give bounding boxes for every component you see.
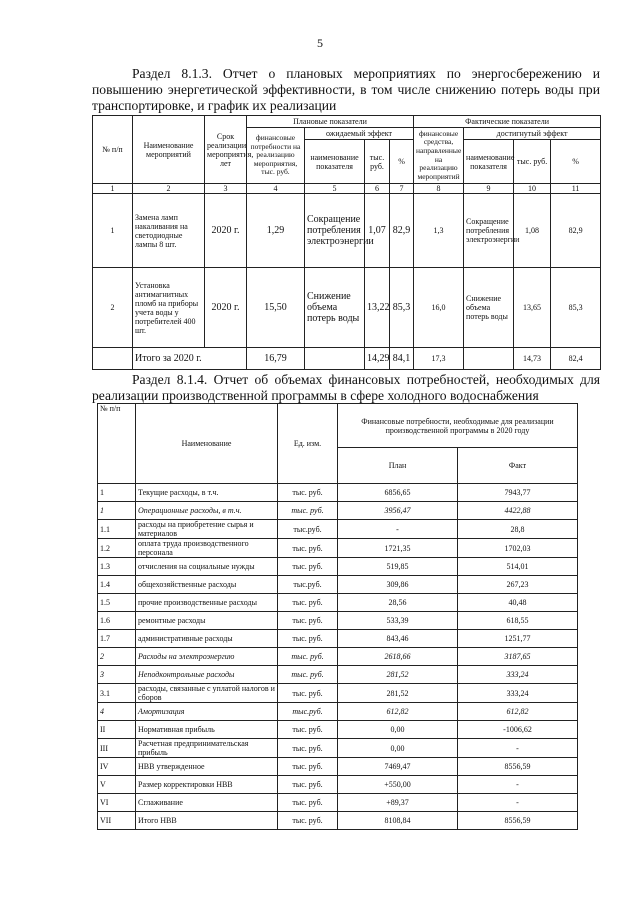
col-number: 10 bbox=[514, 184, 551, 194]
financial-needs-table bbox=[97, 403, 578, 830]
total-effect-pct: 84,1 bbox=[390, 348, 414, 370]
total-fact-pct: 82,4 bbox=[551, 348, 601, 370]
row-fact: 612,82 bbox=[458, 703, 578, 721]
row-name: Текущие расходы, в т.ч. bbox=[136, 484, 278, 502]
row-fact: -1006,62 bbox=[458, 721, 578, 739]
row-fact: - bbox=[458, 776, 578, 794]
col-header-expected: ожидаемый эффект bbox=[305, 128, 414, 140]
col-header-name: Наименование мероприятий bbox=[133, 116, 205, 184]
col-header-fact-thous: тыс. руб. bbox=[514, 140, 551, 184]
row-fact: 1702,03 bbox=[458, 539, 578, 558]
col-header-num: № п/п bbox=[98, 404, 136, 484]
row-plan: 2618,66 bbox=[338, 648, 458, 666]
row-num: VI bbox=[98, 794, 136, 812]
col-number: 6 bbox=[365, 184, 390, 194]
row-name: Нормативная прибыль bbox=[136, 721, 278, 739]
row-plan: 28,56 bbox=[338, 594, 458, 612]
col-number: 5 bbox=[305, 184, 365, 194]
row-name: НВВ утвержденное bbox=[136, 758, 278, 776]
row-fact: 3187,65 bbox=[458, 648, 578, 666]
col-header-fact: Факт bbox=[458, 448, 578, 484]
col-header-unit: Ед. изм. bbox=[278, 404, 338, 484]
table-row bbox=[98, 558, 578, 576]
row-fin-fact: 16,0 bbox=[414, 268, 464, 348]
row-num: 1.3 bbox=[98, 558, 136, 576]
row-num: 1.5 bbox=[98, 594, 136, 612]
row-effect-name: Сокращение потребления электроэнергии bbox=[305, 194, 365, 268]
table-row bbox=[93, 194, 601, 268]
section-8-1-4-title: Раздел 8.1.4. Отчет об объемах финансовых потребностей, необходимых для реализации производственной программы в сфере холодного водоснабжения bbox=[92, 372, 600, 403]
row-fact: - bbox=[458, 794, 578, 812]
row-num: IV bbox=[98, 758, 136, 776]
row-plan: 309,86 bbox=[338, 576, 458, 594]
col-number: 4 bbox=[247, 184, 305, 194]
row-fact: 8556,59 bbox=[458, 758, 578, 776]
row-plan: +550,00 bbox=[338, 776, 458, 794]
row-unit: тыс. руб. bbox=[278, 630, 338, 648]
row-name: Операционные расходы, в т.ч. bbox=[136, 502, 278, 520]
row-name: Расходы на электроэнергию bbox=[136, 648, 278, 666]
table-row bbox=[98, 520, 578, 539]
total-fin-fact: 17,3 bbox=[414, 348, 464, 370]
row-plan: 843,46 bbox=[338, 630, 458, 648]
row-num: 1.2 bbox=[98, 539, 136, 558]
row-plan: 612,82 bbox=[338, 703, 458, 721]
row-fact-pct: 85,3 bbox=[551, 268, 601, 348]
section-8-1-3-title: Раздел 8.1.3. Отчет о плановых мероприятиях по энергосбережению и повышению энергетической эффективности, в том числе снижению потерь воды при транспортировке, и график их реализации bbox=[92, 66, 600, 113]
row-fact-pct: 82,9 bbox=[551, 194, 601, 268]
col-header-plan-group: Плановые показатели bbox=[247, 116, 414, 128]
row-plan: 8108,84 bbox=[338, 812, 458, 830]
row-effect-thous: 13,22 bbox=[365, 268, 390, 348]
table-row bbox=[98, 721, 578, 739]
col-header-pct: % bbox=[390, 140, 414, 184]
row-unit: тыс.руб. bbox=[278, 576, 338, 594]
row-num: 3 bbox=[98, 666, 136, 684]
row-name: Установка антимагнитных пломб на приборы учета воды у потребителей 400 шт. bbox=[133, 268, 205, 348]
section-8-1-3-heading bbox=[92, 66, 600, 114]
row-num: 1 bbox=[98, 484, 136, 502]
total-fact-thous: 14,73 bbox=[514, 348, 551, 370]
row-fact-name: Снижение объема потерь воды bbox=[464, 268, 514, 348]
col-number: 9 bbox=[464, 184, 514, 194]
table-row bbox=[98, 648, 578, 666]
row-plan: 1721,35 bbox=[338, 539, 458, 558]
row-name: прочие производственные расходы bbox=[136, 594, 278, 612]
col-header-fin-fact: финансовые средства, направленные на реализацию мероприятий bbox=[414, 128, 464, 184]
table-row bbox=[98, 758, 578, 776]
row-plan: 0,00 bbox=[338, 721, 458, 739]
col-header-name: Наименование bbox=[136, 404, 278, 484]
row-name: Сглаживание bbox=[136, 794, 278, 812]
row-unit: тыс. руб. bbox=[278, 666, 338, 684]
row-fact: 28,8 bbox=[458, 520, 578, 539]
row-name: общехозяйственные расходы bbox=[136, 576, 278, 594]
row-effect-thous: 1,07 bbox=[365, 194, 390, 268]
row-fact-thous: 13,65 bbox=[514, 268, 551, 348]
row-unit: тыс. руб. bbox=[278, 612, 338, 630]
col-number: 8 bbox=[414, 184, 464, 194]
row-fact: 1251,77 bbox=[458, 630, 578, 648]
row-plan: 533,39 bbox=[338, 612, 458, 630]
col-header-fact-ind-name: наименование показателя bbox=[464, 140, 514, 184]
row-fact-thous: 1,08 bbox=[514, 194, 551, 268]
row-unit: тыс. руб. bbox=[278, 739, 338, 758]
col-header-ind-name: наименование показателя bbox=[305, 140, 365, 184]
row-num: III bbox=[98, 739, 136, 758]
table-row bbox=[98, 630, 578, 648]
row-unit: тыс. руб. bbox=[278, 721, 338, 739]
row-unit: тыс. руб. bbox=[278, 794, 338, 812]
row-num: 1 bbox=[93, 194, 133, 268]
row-name: Размер корректировки НВВ bbox=[136, 776, 278, 794]
row-plan: 281,52 bbox=[338, 666, 458, 684]
row-fin-fact: 1,3 bbox=[414, 194, 464, 268]
table-row bbox=[98, 484, 578, 502]
row-term: 2020 г. bbox=[205, 268, 247, 348]
row-fin: 1,29 bbox=[247, 194, 305, 268]
row-fact: - bbox=[458, 739, 578, 758]
row-plan: 7469,47 bbox=[338, 758, 458, 776]
table-row bbox=[98, 502, 578, 520]
row-unit: тыс. руб. bbox=[278, 648, 338, 666]
row-effect-pct: 85,3 bbox=[390, 268, 414, 348]
row-plan: 3956,47 bbox=[338, 502, 458, 520]
table-row bbox=[98, 539, 578, 558]
row-num: 1.7 bbox=[98, 630, 136, 648]
energy-measures-table bbox=[92, 115, 601, 370]
row-num: 3.1 bbox=[98, 684, 136, 703]
table-row bbox=[93, 268, 601, 348]
table-row bbox=[98, 812, 578, 830]
row-name: Расчетная предпринимательская прибыль bbox=[136, 739, 278, 758]
row-fact: 4422,88 bbox=[458, 502, 578, 520]
row-num: 1.6 bbox=[98, 612, 136, 630]
table-row bbox=[98, 703, 578, 721]
table-row bbox=[98, 684, 578, 703]
col-number: 7 bbox=[390, 184, 414, 194]
table-row bbox=[98, 612, 578, 630]
col-header-fin-plan: финансовые потребности на реализацию мероприятия, тыс. руб. bbox=[247, 128, 305, 184]
row-unit: тыс.руб. bbox=[278, 520, 338, 539]
col-number: 11 bbox=[551, 184, 601, 194]
col-number: 3 bbox=[205, 184, 247, 194]
table-row bbox=[98, 594, 578, 612]
row-effect-name: Снижение объема потерь воды bbox=[305, 268, 365, 348]
row-num: 1 bbox=[98, 502, 136, 520]
row-unit: тыс. руб. bbox=[278, 758, 338, 776]
row-name: Неподконтрольные расходы bbox=[136, 666, 278, 684]
total-effect-thous: 14,29 bbox=[365, 348, 390, 370]
row-name: ремонтные расходы bbox=[136, 612, 278, 630]
row-name: оплата труда производственного персонала bbox=[136, 539, 278, 558]
row-num: 2 bbox=[98, 648, 136, 666]
row-fact: 333,24 bbox=[458, 666, 578, 684]
row-term: 2020 г. bbox=[205, 194, 247, 268]
row-name: Амортизация bbox=[136, 703, 278, 721]
row-plan: - bbox=[338, 520, 458, 539]
row-unit: тыс. руб. bbox=[278, 539, 338, 558]
total-fin: 16,79 bbox=[247, 348, 305, 370]
row-unit: тыс.руб. bbox=[278, 703, 338, 721]
table-row bbox=[98, 794, 578, 812]
col-header-term: Срок реализации мероприятия, лет bbox=[205, 116, 247, 184]
row-num: 1.4 bbox=[98, 576, 136, 594]
row-fact: 514,01 bbox=[458, 558, 578, 576]
table-row bbox=[98, 666, 578, 684]
row-plan: 0,00 bbox=[338, 739, 458, 758]
row-name: административные расходы bbox=[136, 630, 278, 648]
table-body bbox=[98, 484, 578, 830]
row-num: II bbox=[98, 721, 136, 739]
row-unit: тыс. руб. bbox=[278, 484, 338, 502]
row-fact: 40,48 bbox=[458, 594, 578, 612]
row-fin: 15,50 bbox=[247, 268, 305, 348]
total-row bbox=[93, 348, 601, 370]
col-header-fin-group: Финансовые потребности, необходимые для реализации производственной программы в 2020 году bbox=[338, 404, 578, 448]
row-fact: 618,55 bbox=[458, 612, 578, 630]
row-num: 2 bbox=[93, 268, 133, 348]
page-number: 5 bbox=[317, 36, 323, 50]
row-num: 1.1 bbox=[98, 520, 136, 539]
row-name: расходы, связанные с уплатой налогов и сборов bbox=[136, 684, 278, 703]
col-number: 1 bbox=[93, 184, 133, 194]
row-plan: +89,37 bbox=[338, 794, 458, 812]
section-8-1-4-heading bbox=[92, 372, 600, 404]
row-num: V bbox=[98, 776, 136, 794]
col-header-achieved: достигнутый эффект bbox=[464, 128, 601, 140]
row-fact: 7943,77 bbox=[458, 484, 578, 502]
row-name: расходы на приобретение сырья и материалов bbox=[136, 520, 278, 539]
col-header-plan: План bbox=[338, 448, 458, 484]
row-plan: 519,85 bbox=[338, 558, 458, 576]
table-row bbox=[98, 576, 578, 594]
col-header-fact-pct: % bbox=[551, 140, 601, 184]
row-plan: 6856,65 bbox=[338, 484, 458, 502]
row-num: 4 bbox=[98, 703, 136, 721]
row-name: Итого НВВ bbox=[136, 812, 278, 830]
col-header-num: № п/п bbox=[93, 116, 133, 184]
row-num: VII bbox=[98, 812, 136, 830]
row-name: Замена ламп накаливания на светодиодные лампы 8 шт. bbox=[133, 194, 205, 268]
row-name: отчисления на социальные нужды bbox=[136, 558, 278, 576]
col-header-fact-group: Фактические показатели bbox=[414, 116, 601, 128]
row-unit: тыс. руб. bbox=[278, 558, 338, 576]
table-row bbox=[98, 739, 578, 758]
row-effect-pct: 82,9 bbox=[390, 194, 414, 268]
table-row bbox=[98, 776, 578, 794]
row-unit: тыс. руб. bbox=[278, 684, 338, 703]
col-header-thous: тыс. руб. bbox=[365, 140, 390, 184]
row-fact: 267,23 bbox=[458, 576, 578, 594]
total-label: Итого за 2020 г. bbox=[133, 348, 247, 370]
row-unit: тыс. руб. bbox=[278, 594, 338, 612]
col-number: 2 bbox=[133, 184, 205, 194]
row-plan: 281,52 bbox=[338, 684, 458, 703]
row-fact: 333,24 bbox=[458, 684, 578, 703]
row-unit: тыс. руб. bbox=[278, 776, 338, 794]
row-unit: тыс. руб. bbox=[278, 812, 338, 830]
row-unit: тыс. руб. bbox=[278, 502, 338, 520]
row-fact-name: Сокращение потребления электроэнергии bbox=[464, 194, 514, 268]
row-fact: 8556,59 bbox=[458, 812, 578, 830]
